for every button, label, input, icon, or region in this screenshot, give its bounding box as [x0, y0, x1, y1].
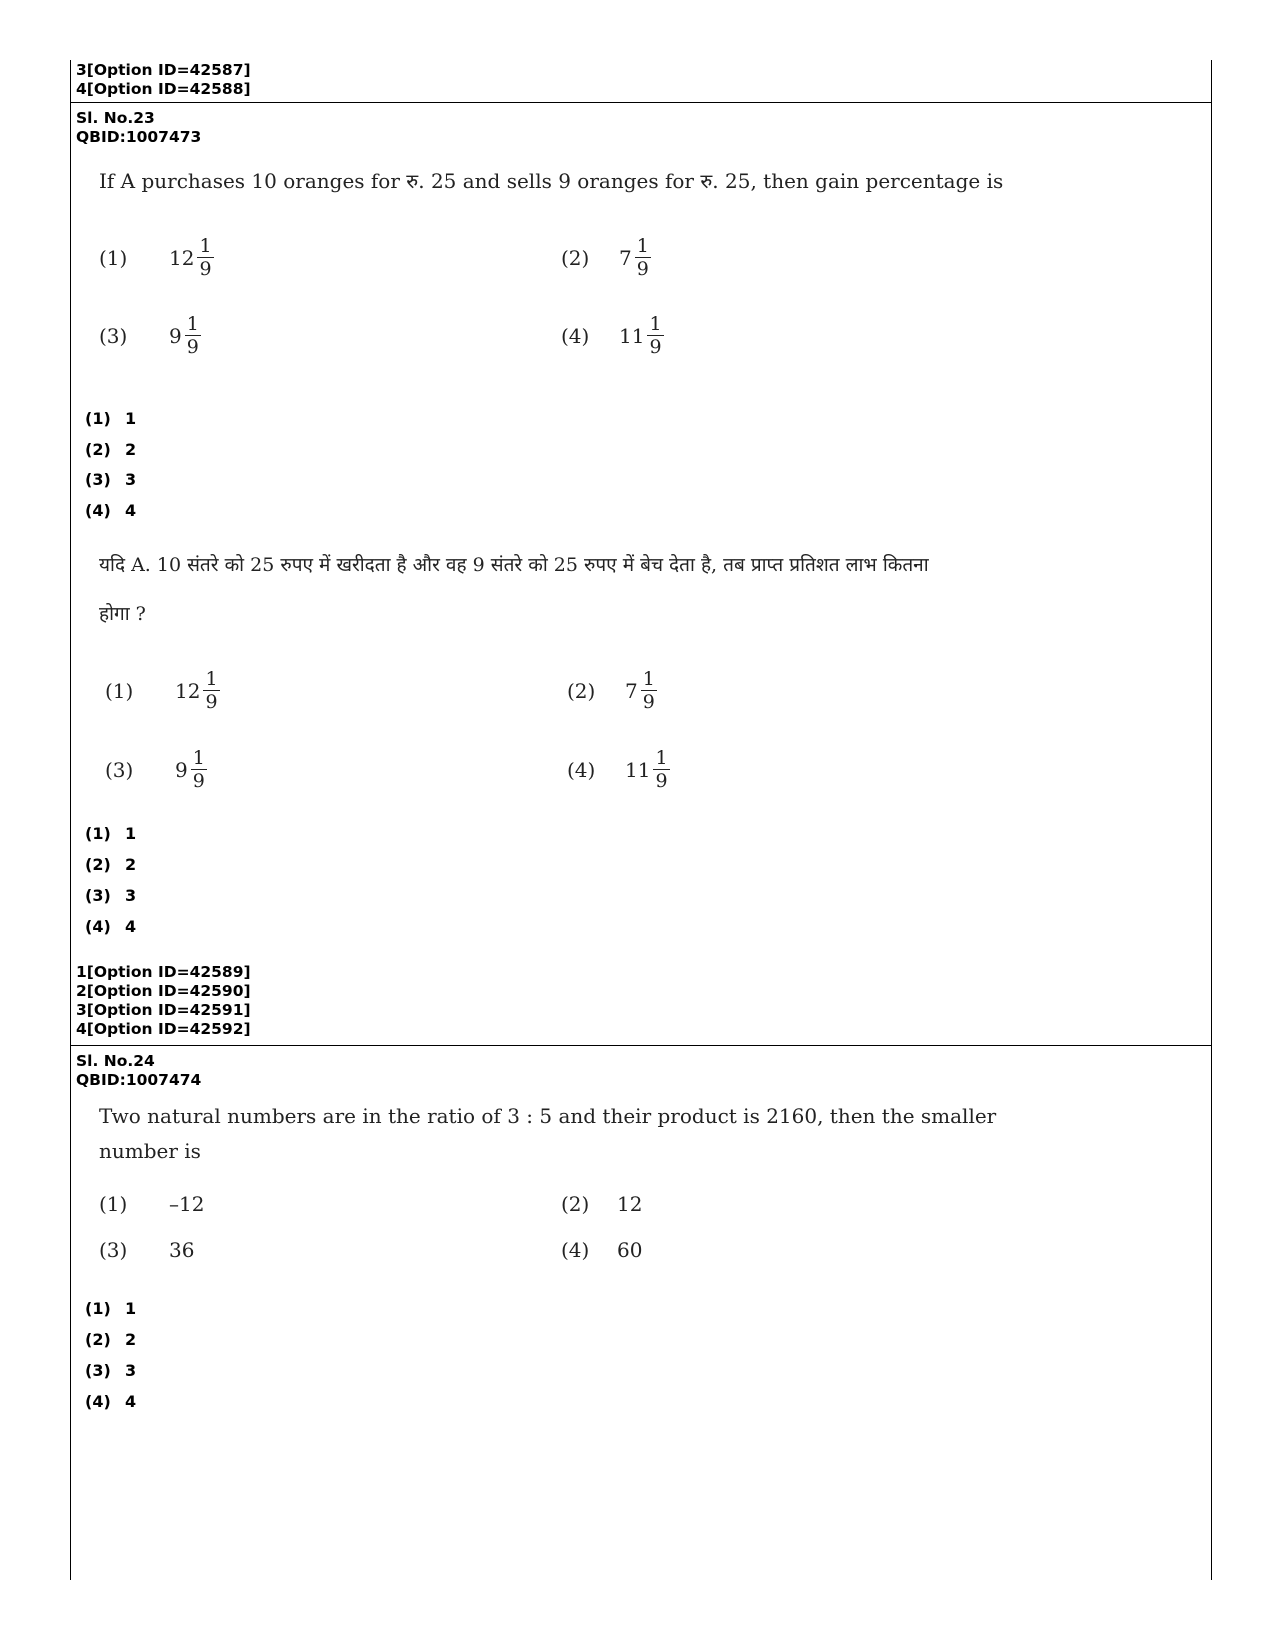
fraction-whole: 9 — [169, 323, 182, 348]
q24-qbid: QBID:1007474 — [76, 1071, 202, 1089]
divider — [71, 1045, 1211, 1046]
fraction-denominator: 9 — [186, 336, 199, 358]
answer-choice[interactable]: (4) 4 — [85, 917, 137, 936]
top-option-id-3: 3[Option ID=42587] — [76, 61, 251, 79]
option-label: (1) — [99, 245, 128, 270]
option-label: (2) — [561, 245, 590, 270]
option-value: 60 — [617, 1238, 643, 1262]
fraction-denominator: 9 — [192, 770, 205, 792]
q24-option-4 — [561, 1238, 642, 1262]
q23-hi-option-1 — [105, 668, 220, 713]
q23-serial-number: Sl. No.23 — [76, 109, 155, 127]
q23-hi-option-4 — [567, 747, 670, 792]
option-label: (1) — [105, 678, 134, 703]
answer-choice[interactable]: (2) 2 — [85, 1330, 137, 1349]
answer-choice[interactable]: (2) 2 — [85, 855, 137, 874]
option-label: (2) — [567, 678, 596, 703]
q23-hi-option-2 — [567, 668, 657, 713]
q23-option-id-1: 1[Option ID=42589] — [76, 963, 251, 981]
q23-en-option-1 — [99, 235, 214, 280]
q23-hi-option-3 — [105, 747, 207, 792]
option-label: (3) — [99, 1238, 128, 1262]
q24-question-line2: number is — [99, 1139, 201, 1163]
fraction-denominator: 9 — [649, 336, 662, 358]
option-label: (4) — [561, 323, 590, 348]
option-value: –12 — [169, 1192, 205, 1216]
fraction-numerator: 1 — [199, 235, 212, 257]
q24-serial-number: Sl. No.24 — [76, 1052, 155, 1070]
q23-en-option-3 — [99, 313, 201, 358]
fraction-numerator: 1 — [655, 747, 668, 769]
fraction-denominator: 9 — [655, 770, 668, 792]
answer-choice[interactable]: (3) 3 — [85, 1361, 137, 1380]
answer-choice[interactable]: (1) 1 — [85, 1299, 137, 1318]
fraction-numerator: 1 — [642, 668, 655, 690]
q23-question-hindi-line1: यदि A. 10 संतरे को 25 रुपए में खरीदता है और वह 9 संतरे को 25 रुपए में बेच देता है, तब प्राप्त प्रतिशत लाभ कितना — [99, 554, 929, 576]
fraction-numerator: 1 — [186, 313, 199, 335]
fraction-denominator: 9 — [642, 691, 655, 713]
answer-choice[interactable]: (3) 3 — [85, 886, 137, 905]
question-sheet — [70, 60, 1212, 1580]
fraction-whole: 11 — [625, 757, 651, 782]
answer-choice[interactable]: (4) 4 — [85, 1392, 137, 1411]
q23-en-option-2 — [561, 235, 651, 280]
fraction-numerator: 1 — [636, 235, 649, 257]
q24-option-1 — [99, 1192, 204, 1216]
q24-option-2 — [561, 1192, 642, 1216]
option-label: (4) — [561, 1238, 590, 1262]
option-label: (2) — [561, 1192, 590, 1216]
q23-option-id-3: 3[Option ID=42591] — [76, 1001, 251, 1019]
answer-choice[interactable]: (1) 1 — [85, 824, 137, 843]
option-label: (1) — [99, 1192, 128, 1216]
option-label: (3) — [105, 757, 134, 782]
answer-choice[interactable]: (3) 3 — [85, 470, 137, 489]
q23-question-hindi-line2: होगा ? — [99, 603, 146, 625]
answer-choice[interactable]: (2) 2 — [85, 440, 137, 459]
q23-option-id-4: 4[Option ID=42592] — [76, 1020, 251, 1038]
fraction-whole: 11 — [619, 323, 645, 348]
option-value: 12 — [617, 1192, 643, 1216]
q23-en-option-4 — [561, 313, 664, 358]
fraction-denominator: 9 — [199, 258, 212, 280]
q23-option-id-2: 2[Option ID=42590] — [76, 982, 251, 1000]
answer-choice[interactable]: (1) 1 — [85, 409, 137, 428]
q24-option-3 — [99, 1238, 194, 1262]
top-option-id-4: 4[Option ID=42588] — [76, 80, 251, 98]
option-label: (4) — [567, 757, 596, 782]
fraction-whole: 7 — [625, 678, 638, 703]
q24-question-line1: Two natural numbers are in the ratio of 3 : 5 and their product is 2160, then the smaller — [99, 1104, 997, 1128]
option-label: (3) — [99, 323, 128, 348]
fraction-whole: 9 — [175, 757, 188, 782]
fraction-whole: 12 — [175, 678, 201, 703]
fraction-whole: 7 — [619, 245, 632, 270]
answer-choice[interactable]: (4) 4 — [85, 501, 137, 520]
fraction-denominator: 9 — [636, 258, 649, 280]
fraction-whole: 12 — [169, 245, 195, 270]
q23-question-english: If A purchases 10 oranges for रु. 25 and sells 9 oranges for रु. 25, then gain percentage is — [99, 169, 1004, 193]
fraction-denominator: 9 — [205, 691, 218, 713]
fraction-numerator: 1 — [192, 747, 205, 769]
option-value: 36 — [169, 1238, 195, 1262]
fraction-numerator: 1 — [205, 668, 218, 690]
divider — [71, 102, 1211, 103]
fraction-numerator: 1 — [649, 313, 662, 335]
q23-qbid: QBID:1007473 — [76, 128, 202, 146]
